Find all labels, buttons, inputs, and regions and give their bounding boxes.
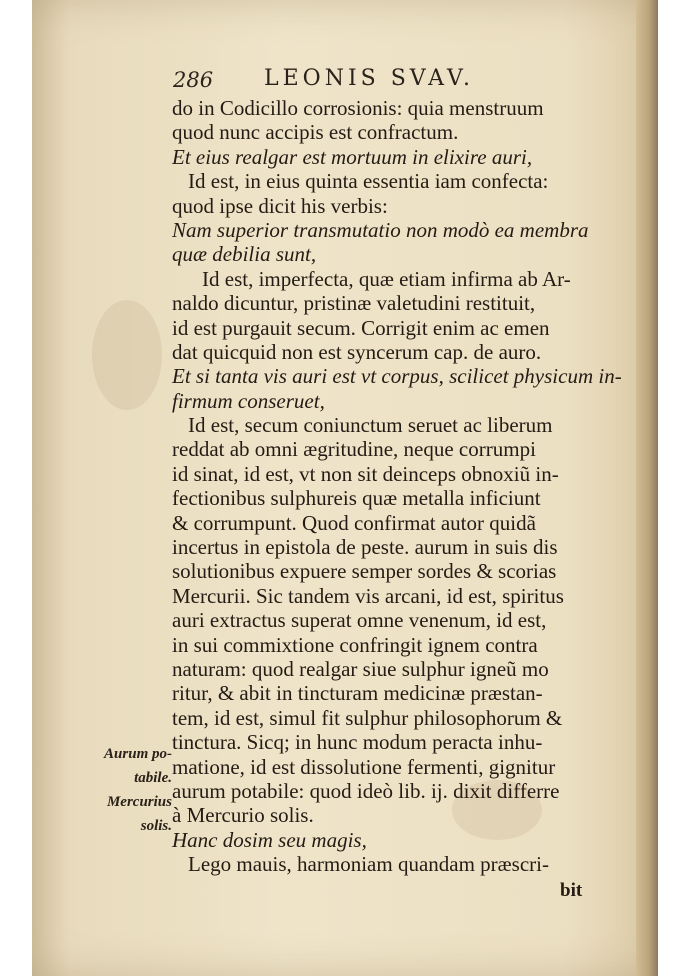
catchword: bit <box>560 880 583 901</box>
text-line: naldo dicuntur, pristinæ valetudini restituit, <box>172 291 536 316</box>
text-line: ritur, & abit in tincturam medicinæ præstan- <box>172 681 543 706</box>
text-line: Lego mauis, harmoniam quandam præscri- <box>188 852 549 877</box>
text-line: reddat ab omni ægritudine, neque corrumpi <box>172 437 536 462</box>
running-head <box>173 64 593 98</box>
text-line: à Mercurio solis. <box>172 803 314 828</box>
running-title: LEONIS SVAV. <box>264 66 475 91</box>
quote-line: quæ debilia sunt, <box>172 242 317 267</box>
text-line: auri extractus superat omne venenum, id est, <box>172 608 547 633</box>
body-text <box>172 96 622 877</box>
paper-stain <box>92 300 162 410</box>
quote-line: Et si tanta vis auri est vt corpus, scilicet physicum in- <box>172 364 622 389</box>
text-line: fectionibus sulphureis quæ metalla inficiunt <box>172 486 541 511</box>
text-line: tinctura. Sicq; in hunc modum peracta inhu- <box>172 730 543 755</box>
quote-line: Nam superior transmutatio non modò ea membra <box>172 217 589 242</box>
margin-note: Aurum po- <box>104 746 172 762</box>
text-line: solutionibus expuere semper sordes & scorias <box>172 559 557 584</box>
page-number: 286 <box>173 68 214 92</box>
text-line: quod nunc accipis est confractum. <box>172 120 459 145</box>
text-line: id est purgauit secum. Corrigit enim ac emen <box>172 315 550 340</box>
margin-notes <box>72 742 172 838</box>
text-line: & corrumpunt. Quod confirmat autor quidã <box>172 510 536 535</box>
quote-line: Hanc dosim seu magis, <box>172 827 367 852</box>
text-line: tem, id est, simul fit sulphur philosophorum & <box>172 705 563 730</box>
margin-note: Mercurius <box>106 794 172 810</box>
margin-note: tabile. <box>134 770 172 786</box>
text-line: do in Codicillo corrosionis: quia menstruum <box>172 96 544 120</box>
text-line: aurum potabile: quod ideò lib. ij. dixit differre <box>172 778 560 803</box>
margin-note: solis. <box>140 818 172 834</box>
text-line: incertus in epistola de peste. aurum in suis dis <box>172 535 558 560</box>
text-line: dat quicquid non est syncerum cap. de auro. <box>172 339 542 364</box>
text-line: quod ipse dicit his verbis: <box>172 193 388 218</box>
text-line: Id est, in eius quinta essentia iam confecta: <box>188 169 549 194</box>
quote-line: firmum conseruet, <box>172 388 325 413</box>
text-line: in sui commixtione confringit ignem contra <box>172 632 538 657</box>
text-line: naturam: quod realgar siue sulphur igneũ mo <box>172 656 549 681</box>
text-line: Id est, secum coniunctum seruet ac liberum <box>188 413 553 438</box>
quote-line: Et eius realgar est mortuum in elixire auri, <box>172 144 533 169</box>
text-line: id sinat, id est, vt non sit deinceps obnoxiũ in- <box>172 461 559 486</box>
text-line: matione, id est dissolutione fermenti, gignitur <box>172 754 556 779</box>
text-line: Mercurii. Sic tandem vis arcani, id est, spiritus <box>172 583 564 608</box>
text-line: Id est, imperfecta, quæ etiam infirma ab Ar- <box>202 266 571 291</box>
page-edge <box>636 0 658 976</box>
